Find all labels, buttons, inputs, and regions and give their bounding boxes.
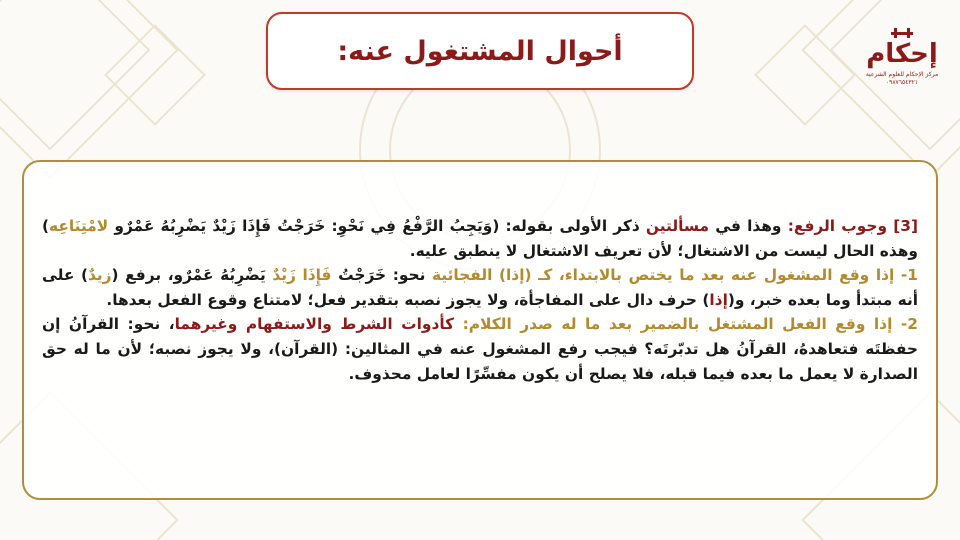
- text-span: نحو: خَرَجْتُ: [331, 266, 432, 285]
- title-box: [266, 12, 694, 90]
- text-span: ) وهذه الحال ليست من الاشتغال؛ لأن تعريف الاشتغال لا ينطبق عليه.: [42, 217, 918, 260]
- text-span: وهذا في: [709, 217, 788, 235]
- paragraph-1: [42, 214, 918, 263]
- gold-term: زيدٌ: [88, 266, 112, 285]
- case-1-heading: 1- إذا وقع المشغول عنه بعد ما يختص بالابتداء، كـ (إذا) الفجائية: [432, 266, 918, 285]
- gold-term: فَإِذَا زَيْدٌ: [272, 266, 332, 285]
- text-span: ) حرف دال على المفاجأة، ولا يجوز نصبه بتقدير فعل؛ لامتناع وقوع الفعل بعدها.: [106, 290, 710, 309]
- rule-heading: [3] وجوب الرفع:: [787, 217, 918, 235]
- highlight-term: إذا: [709, 290, 728, 309]
- content-box: [22, 160, 938, 500]
- text-span: ، نحو: القرآنُ إن حفظتَه فتعاهدهُ، القرآنُ هل تدبّرتَه؟ فيجب رفع المشغول عنه في المثالين: (القرآن)، ولا يجوز نصبه؛ لأن ما له حق الصدارة لا يعمل ما بعده فيما قبله، فلا يصلح أن يكون مفسِّرًا لعامل محذوف.: [42, 315, 918, 383]
- highlight-term: مسألتين: [645, 217, 710, 235]
- text-span: ذكر الأولى بقوله: (وَيَجِبُ الرَّفْعُ فِي نَحْوِ: خَرَجْتُ فَإِذَا زَيْدٌ يَضْرِبُهُ عَمْرٌو: [108, 217, 646, 235]
- paragraph-2: [42, 263, 918, 312]
- logo: [862, 28, 942, 94]
- logo-word: إحكام: [866, 39, 938, 69]
- paragraph-3: [42, 312, 918, 386]
- page-title: أحوال المشتغول عنه:: [337, 35, 623, 67]
- logo-subtitle: مركز الإحكام للعلوم الشرعية: [865, 71, 939, 78]
- gold-term: لامْتِنَاعِه: [49, 217, 109, 235]
- text-span: ) على أنه مبتدأ وما بعده خبر، و(: [42, 266, 918, 309]
- text-span: يَضْرِبُهُ عَمْرٌو، برفع (: [111, 266, 273, 285]
- highlight-term: كأدوات الشرط والاستفهام وغيرهما: [174, 315, 463, 334]
- logo-emblem-icon: [891, 28, 913, 38]
- logo-phone: ٠٩٨٧٦٥٤٣٢١: [885, 79, 919, 86]
- case-2-heading: 2- إذا وقع الفعل المشتغل بالضمير بعد ما له صدر الكلام:: [462, 315, 918, 334]
